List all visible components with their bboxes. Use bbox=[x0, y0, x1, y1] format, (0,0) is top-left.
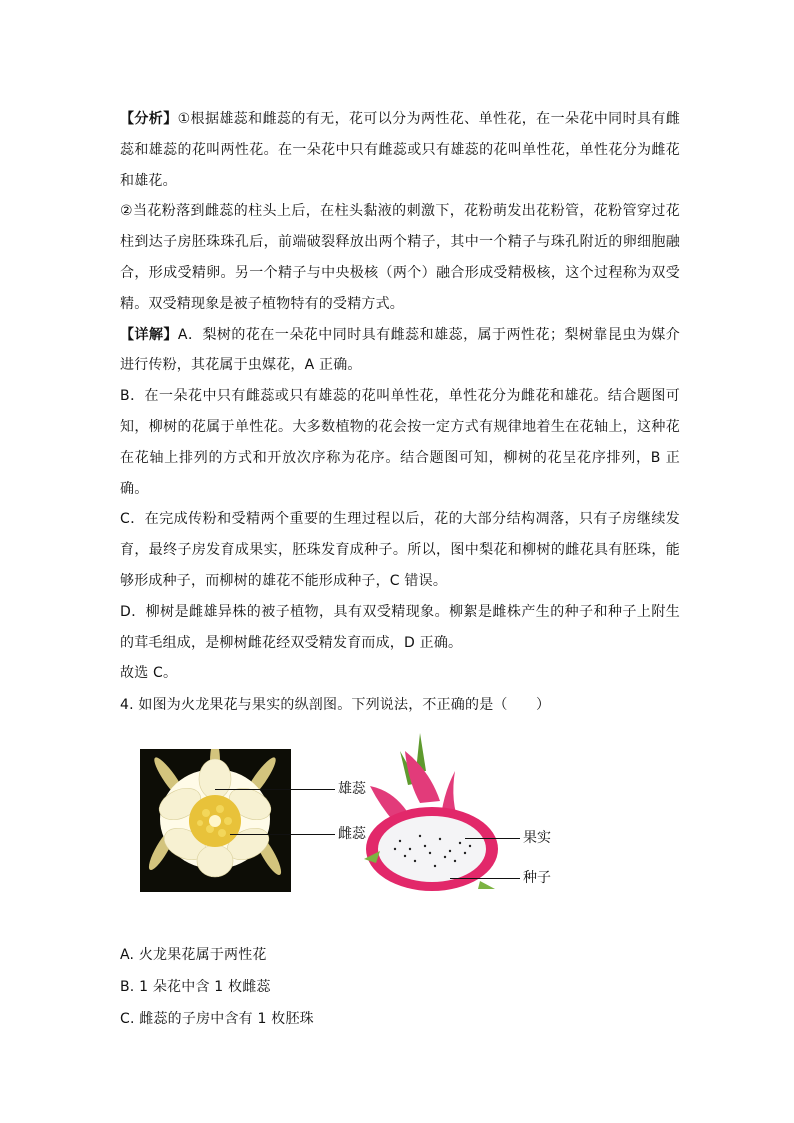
options-list bbox=[120, 939, 680, 1035]
pitaya-fruit-image bbox=[360, 731, 500, 896]
analysis-paragraph-2: ②当花粉落到雌蕊的柱头上后，在柱头黏液的刺激下，花粉萌发出花粉管，花粉管穿过花柱到达子房胚珠珠孔后，前端破裂释放出两个精子，其中一个精子与珠孔附近的卵细胞融合，形成受精卵。另一个精子与中央极核（两个）融合形成受精极核，这个过程称为双受精。双受精现象是被子植物特有的受精方式。 bbox=[120, 203, 680, 312]
pitaya-flower-image bbox=[140, 749, 291, 892]
pistil-label: 雌蕊 bbox=[338, 825, 366, 842]
detail-tag: 【详解】 bbox=[120, 326, 178, 343]
stamen-leader-line bbox=[215, 789, 335, 790]
option-c: C. 雌蕊的子房中含有 1 枚胚珠 bbox=[120, 1010, 314, 1027]
detail-text-a: A．梨树的花在一朵花中同时具有雌蕊和雄蕊，属于两性花；梨树靠昆虫为媒介进行传粉，其花属于虫媒花，A 正确。 bbox=[120, 326, 680, 374]
detail-paragraph-b: B．在一朵花中只有雌蕊或只有雄蕊的花叫单性花，单性花分为雌花和雄花。结合题图可知，柳树的花属于单性花。大多数植物的花会按一定方式有规律地着生在花轴上，这种花在花轴上排列的方式和开放次序称为花序。结合题图可知，柳树的花呈花序排列，B 正确。 bbox=[120, 388, 680, 497]
analysis-tag: 【分析】 bbox=[120, 111, 178, 127]
pistil-leader-line bbox=[230, 834, 335, 835]
fruit-illustration bbox=[360, 731, 500, 896]
seed-label: 种子 bbox=[523, 869, 551, 886]
fruit-label: 果实 bbox=[523, 829, 551, 846]
fruit-leader-line bbox=[465, 838, 520, 839]
analysis-text-1: ①根据雄蕊和雌蕊的有无，花可以分为两性花、单性花，在一朵花中同时具有雌蕊和雄蕊的花叫两性花。在一朵花中只有雌蕊或只有雄蕊的花叫单性花，单性花分为雌花和雄花。 bbox=[120, 111, 680, 189]
stamen-label: 雄蕊 bbox=[338, 780, 366, 797]
detail-paragraph-c: C．在完成传粉和受精两个重要的生理过程以后，花的大部分结构凋落，只有子房继续发育，最终子房发育成果实，胚珠发育成种子。所以，图中梨花和柳树的雌花具有胚珠，能够形成种子，而柳树的雄花不能形成种子，C 错误。 bbox=[120, 511, 680, 589]
flower-illustration bbox=[140, 749, 291, 892]
detail-paragraph-d: D．柳树是雌雄异株的被子植物，具有双受精现象。柳絮是雌株产生的种子和种子上附生的茸毛组成，是柳树雌花经双受精发育而成，D 正确。 bbox=[120, 603, 680, 651]
analysis-paragraph-1 bbox=[120, 104, 680, 196]
detail-paragraph-a bbox=[120, 320, 680, 382]
answer-line: 故选 C。 bbox=[120, 665, 178, 682]
seed-leader-line bbox=[450, 878, 520, 879]
figure bbox=[120, 731, 680, 921]
question-stem: 4. 如图为火龙果花与果实的纵剖图。下列说法，不正确的是（ ） bbox=[120, 697, 551, 714]
option-b: B. 1 朵花中含 1 枚雌蕊 bbox=[120, 978, 271, 995]
option-a: A. 火龙果花属于两性花 bbox=[120, 946, 267, 963]
document-content bbox=[120, 104, 680, 1035]
